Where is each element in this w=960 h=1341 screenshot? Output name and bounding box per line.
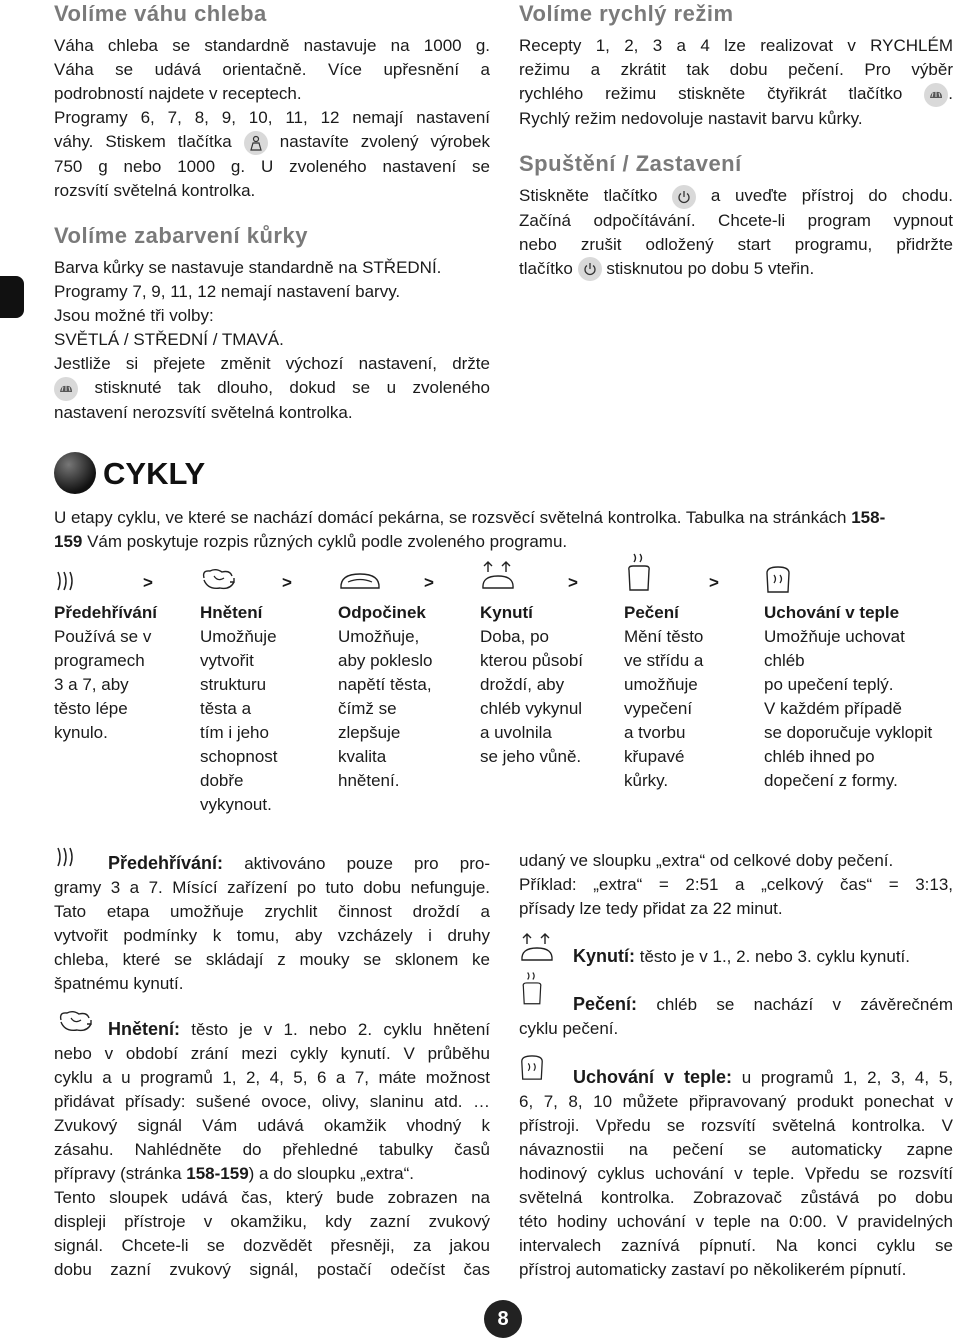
text-line: hodinový cyklus uchování v teple. Vpředu se rozsvítí <box>519 1164 953 1183</box>
keep-warm-detail <box>519 1065 953 1282</box>
text-line: Začíná odpočítávání. Chcete-li program vypnout <box>519 210 953 230</box>
text-line: dobu zazní zvukový signál, postačí odečíst čas <box>54 1260 490 1279</box>
cycle-line: vypečení <box>624 699 693 718</box>
text-line: přidávat přísady: sušené ovoce, olivy, slaninu atd. … <box>54 1092 490 1111</box>
text-line: přístroj automaticky zastaví po několikerém pípnutí. <box>519 1260 907 1279</box>
weight-text <box>54 34 490 203</box>
text-line: přípravy (stránka <box>54 1164 187 1183</box>
intro-page-ref: 158- <box>851 508 886 527</box>
cycle-title: Hnětení <box>200 603 263 622</box>
text-line: vytvořit podmínky k tomu, aby vzcházely i druhy <box>54 926 490 945</box>
cycle-line: dobře <box>200 771 244 790</box>
text-line: těsto je v 1. nebo 2. cyklu hnětení <box>191 1020 490 1039</box>
text-line: chléb se nachází v závěrečném <box>656 995 954 1014</box>
intro-text: U etapy cyklu, ve které se nachází domácí pekárna, se rozsvěcí světelná kontrolka. Tabulka na stránkách <box>54 508 852 527</box>
cycle-line: kterou působí <box>480 651 584 670</box>
text-line: Váha chleba se standardně nastavuje na 1000 g. <box>54 36 490 55</box>
crust-button-icon <box>54 377 78 401</box>
cycle-arrow: > <box>709 573 719 592</box>
cycle-line: Umožňuje uchovat <box>764 627 905 646</box>
cycle-line: Umožňuje, <box>338 627 420 646</box>
cycle-line: programech <box>54 651 145 670</box>
cycle-line: aby pokleslo <box>338 651 433 670</box>
cycle-column-keep-warm <box>764 601 958 793</box>
text-line: a uveďte přístroj do chodu. <box>710 186 953 205</box>
text-line: Zvukový signál Vám udává okamžik vhodný k <box>54 1116 490 1135</box>
cycle-desc <box>54 625 194 745</box>
cycle-line: umožňuje <box>624 675 698 694</box>
text-line: nastavení nerozsvítí světelná kontrolka. <box>54 402 353 422</box>
intro-text: Vám poskytuje rozpis různých cyklů podle zvoleného programu. <box>82 532 568 551</box>
text-line: Příklad: „extra“ = 2:51 a „celkový čas“ = 3:13, <box>519 875 953 894</box>
cycle-line: ve střídu a <box>624 651 704 670</box>
cycle-line: těsto lépe <box>54 699 128 718</box>
start-heading: Spuštění / Zastavení <box>519 151 742 176</box>
text-line: Barva kůrky se nastavuje standardně na STŘEDNÍ. <box>54 258 442 277</box>
detail-title: Kynutí: <box>573 946 635 966</box>
detail-title: Předehřívání: <box>108 853 224 873</box>
cycle-line: schopnost <box>200 747 278 766</box>
knead-detail <box>54 1017 490 1282</box>
text-line: přísady lze tedy přidat za 22 minut. <box>519 899 783 918</box>
cycles-title: CYKLY <box>103 456 206 491</box>
cycle-line: chléb vykynul <box>480 699 583 718</box>
cycle-line: kůrky. <box>624 771 669 790</box>
text-line: přístroji. Vpředu se rozsvítí světelná kontrolka. V <box>519 1116 953 1135</box>
cycle-title: Předehřívání <box>54 603 157 622</box>
cycle-title: Pečení <box>624 603 679 622</box>
detail-title: Hnětení: <box>108 1019 180 1039</box>
cycle-column-rest <box>338 601 474 793</box>
text-line: rozsvítí světelná kontrolka. <box>54 180 256 200</box>
page-number: 8 <box>484 1300 522 1338</box>
text-line: špatnému kynutí. <box>54 974 184 993</box>
text-line: Programy 6, 7, 8, 9, 10, 11, 12 nemají nastavení <box>54 108 490 127</box>
cycle-line: a tvorbu <box>624 723 686 742</box>
cycle-desc <box>480 625 620 769</box>
cycles-intro <box>54 506 954 554</box>
intro-page-ref: 159 <box>54 532 83 551</box>
cycle-line: křupavé <box>624 747 685 766</box>
text-line: Jestliže si přejete změnit výchozí nastavení, držte <box>54 354 490 373</box>
text-line: zásahu. Nahlédněte do přehledné tabulky časů <box>54 1140 490 1159</box>
bake-icon <box>624 552 654 601</box>
cycle-line: hnětení. <box>338 771 400 790</box>
text-line: . <box>948 84 953 103</box>
cycle-line: 3 a 7, aby <box>54 675 129 694</box>
knead-icon <box>200 566 242 601</box>
cycle-line: dopečení z formy. <box>764 771 898 790</box>
bake-detail <box>519 992 953 1041</box>
cycle-line: zlepšuje <box>338 723 401 742</box>
preheat-icon <box>54 568 80 601</box>
cycle-desc <box>338 625 474 793</box>
crust-text <box>54 256 490 425</box>
detail-title: Pečení: <box>573 994 638 1014</box>
text-line: cyklu pečení. <box>519 1019 619 1038</box>
cycle-line: V každém případě <box>764 699 902 718</box>
text-line: Rychlý režim nedovoluje nastavit barvu kůrky. <box>519 108 863 128</box>
cycle-line: strukturu <box>200 675 267 694</box>
text-line: ) a do sloupku „extra“. <box>248 1164 415 1183</box>
cycle-line: napětí těsta, <box>338 675 432 694</box>
text-line: cyklu a u programů 1, 2, 4, 5, 6 a 7, máte možnost <box>54 1068 490 1087</box>
cycle-desc <box>200 625 330 817</box>
cycle-column-bake <box>624 601 760 793</box>
text-line: gramy 3 a 7. Mísící zařízení po tuto dobu nefunguje. <box>54 878 490 897</box>
text-line: u programů 1, 2, 3, 4, 5, <box>741 1068 953 1087</box>
cycle-line: Používá se v <box>54 627 152 646</box>
section-tab-marker <box>0 276 24 318</box>
text-line: tlačítko <box>519 258 573 278</box>
cycle-line: vytvořit <box>200 651 254 670</box>
text-line: váhy. Stiskem tlačítka <box>54 132 232 151</box>
keep-warm-icon <box>764 565 792 602</box>
text-line: 6, 7, 8, 10 můžete připravovaný produkt ponechat v <box>519 1092 953 1111</box>
section-bullet-icon <box>54 452 96 494</box>
cycle-title: Kynutí <box>480 603 533 622</box>
detail-title: Uchování v teple: <box>573 1067 732 1087</box>
cycle-title: Odpočinek <box>338 603 426 622</box>
text-line: Stiskněte tlačítko <box>519 186 658 205</box>
text-line: Váha se udává orientačně. Více upřesnění a <box>54 60 490 79</box>
cycle-line: těsta a <box>200 699 252 718</box>
text-line: 750 g nebo 1000 g. U zvoleného nastavení se <box>54 156 490 176</box>
knead-continued <box>519 849 953 921</box>
text-line: udaný ve sloupku „extra“ od celkové doby pečení. <box>519 851 894 870</box>
text-line: Tato etapa umožňuje zrychlit činnost droždí a <box>54 902 490 921</box>
cycle-line: chléb <box>764 651 805 670</box>
rise-icon <box>480 560 516 601</box>
text-line: nebo v období zrání mezi cykly kynutí. V průběhu <box>54 1044 490 1063</box>
cycle-line: droždí, aby <box>480 675 565 694</box>
weight-button-icon <box>244 131 268 155</box>
power-button-icon <box>578 257 602 281</box>
page-ref: 158-159 <box>186 1164 249 1183</box>
text-line: těsto je v 1., 2. nebo 3. cyklu kynutí. <box>639 947 910 966</box>
cycle-line: po upečení teplý. <box>764 675 894 694</box>
rise-icon <box>519 932 555 973</box>
text-line: displeji přístroje v okamžiku, kdy zazní zvukový <box>54 1212 490 1231</box>
text-line: Tento sloupek udává čas, který bude zobrazen na <box>54 1188 490 1207</box>
cycle-line: Umožňuje <box>200 627 277 646</box>
power-button-icon <box>672 185 696 209</box>
cycle-column-rise <box>480 601 620 769</box>
cycle-line: kvalita <box>338 747 387 766</box>
cycle-line: se doporučuje vyklopit <box>764 723 933 742</box>
cycle-line: Mění těsto <box>624 627 704 646</box>
text-line: rychlého režimu stiskněte čtyřikrát tlačítko <box>519 84 903 103</box>
text-line: chleba, které se skládají z mouky se sklonem ke <box>54 950 490 969</box>
start-text <box>519 184 953 281</box>
text-line: Jsou možné tři volby: <box>54 306 214 325</box>
cycle-line: Doba, po <box>480 627 549 646</box>
text-line: světelná kontrolka. Zobrazovač zůstává po dobu <box>519 1188 953 1207</box>
cycle-title: Uchování v teple <box>764 603 900 622</box>
cycle-line: a uvolnila <box>480 723 552 742</box>
cycle-line: vykynout. <box>200 795 272 814</box>
cycle-line: kynulo. <box>54 723 108 742</box>
text-line: intervalech zaznívá pípnutí. Na konci cyklu se <box>519 1236 953 1255</box>
text-line: návaznostii na pečení se automaticky zapne <box>519 1140 953 1159</box>
cycle-line: chléb ihned po <box>764 747 875 766</box>
cycle-line: tím i jeho <box>200 723 269 742</box>
text-line: podrobností najdete v receptech. <box>54 84 302 103</box>
text-line: nebo zrušit odložený start programu, přidržte <box>519 234 953 254</box>
rest-icon <box>338 570 382 601</box>
cycle-column-knead <box>200 601 330 817</box>
rapid-heading: Volíme rychlý režim <box>519 1 734 26</box>
preheat-detail <box>54 851 490 996</box>
text-line: Recepty 1, 2, 3 a 4 lze realizovat v RYCHLÉM <box>519 36 953 55</box>
rapid-text <box>519 34 953 131</box>
text-line: Programy 7, 9, 11, 12 nemají nastavení barvy. <box>54 282 401 301</box>
text-line: stisknuté tak dlouho, dokud se u zvoleného <box>94 378 490 397</box>
weight-heading: Volíme váhu chleba <box>54 1 267 26</box>
rise-detail <box>573 944 910 969</box>
text-line: signál. Chcete-li se dozvědět přesněji, za jakou <box>54 1236 490 1255</box>
cycle-desc <box>764 625 958 793</box>
text-line: režimu a zkrátit tak dobu pečení. Pro výběr <box>519 60 953 79</box>
cycle-desc <box>624 625 760 793</box>
text-line: této hodiny uchování v teple na 0:00. V pravidelných <box>519 1212 953 1231</box>
text-line: aktivováno pouze pro pro- <box>244 854 490 873</box>
text-line: SVĚTLÁ / STŘEDNÍ / TMAVÁ. <box>54 330 284 349</box>
cycle-arrow: > <box>568 573 578 592</box>
cycle-column-preheat <box>54 601 194 745</box>
text-line: stisknutou po dobu 5 vteřin. <box>606 258 815 278</box>
cycle-arrow: > <box>424 573 434 592</box>
text-line: nastavíte zvolený výrobek <box>279 132 490 151</box>
cycle-line: se jeho vůně. <box>480 747 582 766</box>
cycle-arrow: > <box>282 573 292 592</box>
cycle-line: čímž se <box>338 699 397 718</box>
cycle-arrow: > <box>143 573 153 592</box>
crust-button-icon <box>924 83 948 107</box>
crust-heading: Volíme zabarvení kůrky <box>54 223 308 248</box>
